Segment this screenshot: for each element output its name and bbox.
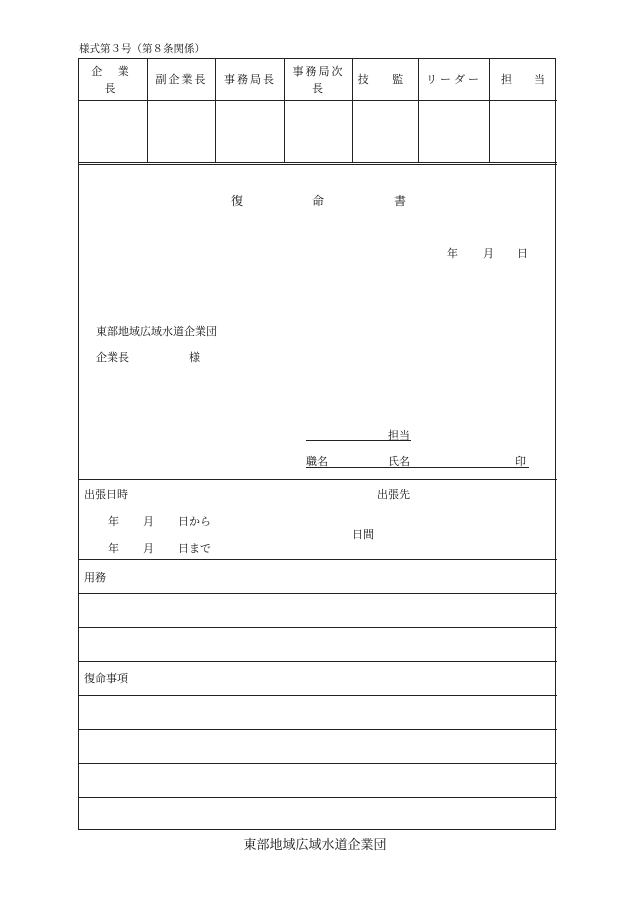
report-items-line (78, 763, 557, 764)
addressee-honorific: 様 (189, 351, 200, 364)
trip-to-month: 月 (143, 542, 154, 555)
report-items-divider (78, 661, 557, 662)
reporter-name-label: 氏名 (388, 455, 410, 468)
trip-to-year: 年 (108, 542, 119, 555)
trip-duration-label: 日間 (352, 528, 374, 541)
trip-from-day: 日から (178, 515, 211, 528)
approval-table-bottom (78, 162, 557, 163)
report-items-line (78, 797, 557, 798)
trip-section-divider (78, 479, 557, 480)
trip-to-day: 日まで (178, 542, 211, 555)
approval-header-vice-president: 副企業長 (155, 73, 208, 86)
report-items-line (78, 695, 557, 696)
tanto-underline (306, 440, 411, 441)
approval-header-president: 企 業 長 (91, 64, 135, 95)
date-year-label: 年 (447, 247, 458, 260)
approval-header-chief-engineer: 技 監 (357, 73, 414, 86)
addressee-position: 企業長 (96, 351, 129, 364)
report-items-label: 復命事項 (84, 672, 128, 685)
addressee-organization: 東部地域広域水道企業団 (96, 325, 217, 338)
title-char: 書 (394, 194, 407, 208)
purpose-line (78, 593, 557, 594)
reporter-underline (306, 467, 529, 468)
purpose-label: 用務 (84, 571, 106, 584)
reporter-tanto-label: 担当 (388, 429, 410, 442)
title-char: 命 (312, 194, 325, 208)
purpose-section-divider (78, 559, 557, 560)
approval-header-deputy-secretary: 事務局次 長 (292, 64, 345, 95)
approval-header-in-charge: 担 当 (501, 73, 545, 86)
reporter-job-title-label: 職名 (306, 455, 328, 468)
trip-datetime-label: 出張日時 (84, 488, 128, 501)
approval-header-secretary-general: 事務局長 (224, 73, 276, 86)
form-number: 様式第３号（第８条関係） (79, 43, 205, 55)
approval-header-divider (78, 100, 557, 101)
date-day-label: 日 (517, 247, 528, 260)
title-char: 復 (231, 194, 244, 208)
date-month-label: 月 (483, 247, 494, 260)
approval-header-leader: リーダー (426, 73, 482, 86)
reporter-seal-mark: 印 (515, 455, 526, 468)
form-frame (78, 58, 556, 830)
footer-organization: 東部地域広域水道企業団 (243, 838, 387, 853)
purpose-line (78, 627, 557, 628)
trip-from-month: 月 (143, 515, 154, 528)
approval-table-bottom-double (78, 164, 557, 165)
trip-from-year: 年 (108, 515, 119, 528)
report-items-line (78, 729, 557, 730)
trip-destination-label: 出張先 (377, 488, 410, 501)
